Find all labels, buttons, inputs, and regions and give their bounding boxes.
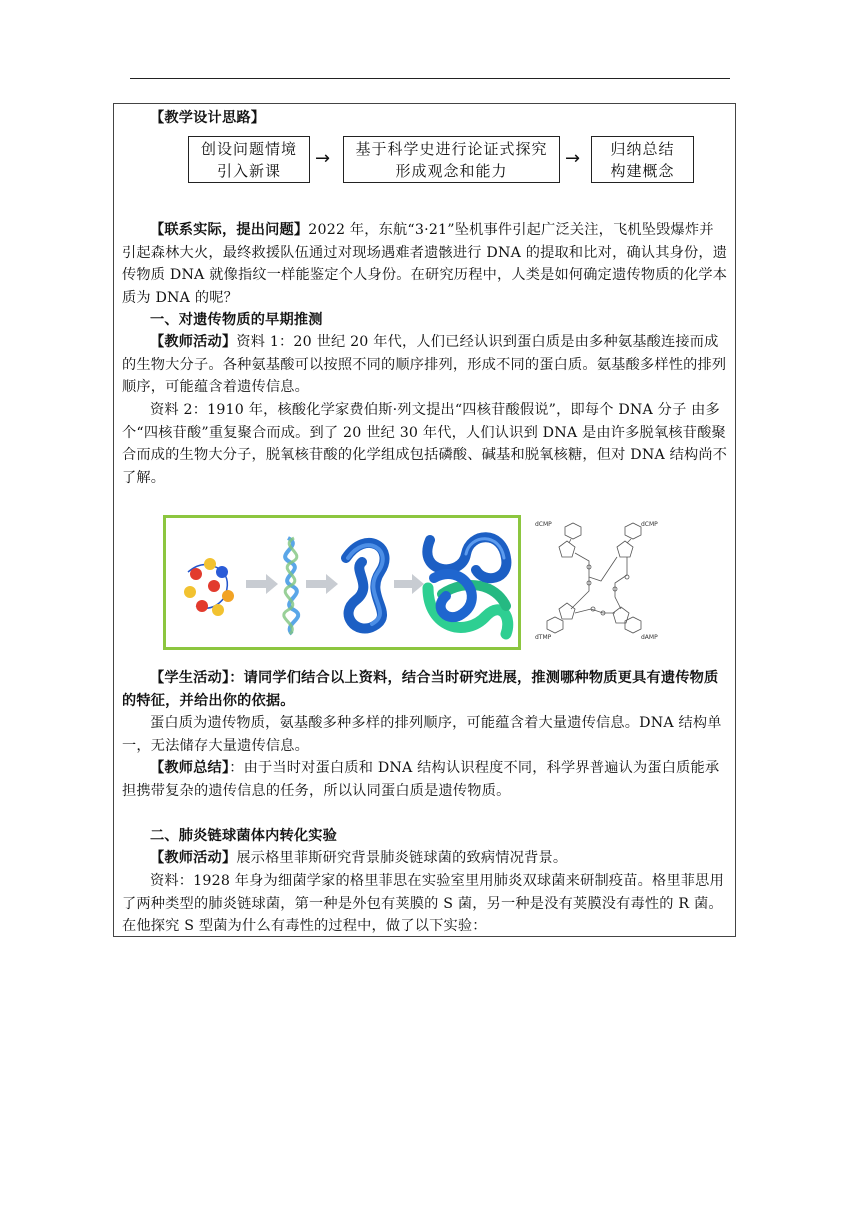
teacher-summary-paragraph xyxy=(122,757,728,802)
teacher-summary-body: ：由于当时对蛋白质和 DNA 结构认识程度不同，科学界普遍认为蛋白质能承担携带复杂的遗传信息的任务，所以认同蛋白质是遗传物质。 xyxy=(122,760,720,799)
flow-arrow-icon: → xyxy=(565,148,581,169)
flow-step-1 xyxy=(188,136,310,183)
tertiary-structure xyxy=(346,543,385,629)
amino-acid-chain xyxy=(184,558,234,616)
material2-paragraph: 资料 2：1910 年，核酸化学家费伯斯·列文提出“四核苷酸假说”，即每个 DNA 分子 由多个“四核苷酸”重复聚合而成。到了 20 世纪 30 年代，人们认识到 DNA 是由许多脱氧核苷酸聚合而成的生物大分子，脱氧核苷酸的化学组成包括磷酸、碱基和脱氧核糖，但对 DNA 结构尚不了解。 xyxy=(122,402,728,486)
flow-arrow-icon: → xyxy=(315,148,331,169)
flow-step-3 xyxy=(591,136,694,183)
nucleotide-structure-diagram xyxy=(531,517,673,648)
flow-step-3-line1: 归纳总结 xyxy=(610,139,675,158)
label-damp: dAMP xyxy=(641,634,658,641)
quaternary-structure xyxy=(427,537,507,634)
label-dcmp-2: dCMP xyxy=(641,521,658,528)
flow-step-2-line1: 基于科学史进行论证式探究 xyxy=(355,139,548,158)
protein-structure-illustration xyxy=(166,518,518,647)
section2-material-paragraph: 资料：1928 年身为细菌学家的格里菲思在实验室里用肺炎双球菌来研制疫苗。格里菲思用了两种类型的肺炎链球菌，第一种是外包有荚膜的 S 菌，另一种是没有荚膜没有毒性的 R 菌。在他探究 S 型菌为什么有毒性的过程中，做了以下实验： xyxy=(122,873,724,934)
intro-paragraph xyxy=(122,219,728,309)
arrow-icon xyxy=(246,574,278,594)
material1-text: 资料 1：20 世纪 20 年代，人们已经认识到蛋白质是由多种氨基酸连接而成的生物大分子。各种氨基酸可以按照不同的顺序排列，形成不同的蛋白质。氨基酸多样性的排列顺序，可能蕴含着遗传信息。 xyxy=(122,334,727,395)
protein-structure-figure xyxy=(163,515,521,650)
flow-step-2 xyxy=(343,136,560,183)
teacher-activity-label: 【教师活动】 xyxy=(150,334,237,350)
section2-teacher-body: 展示格里菲斯研究背景肺炎链球菌的致病情况背景。 xyxy=(236,850,568,866)
section2-teacher-label: 【教师活动】 xyxy=(150,850,237,866)
material1-paragraph xyxy=(122,331,728,399)
section2-teacher-paragraph xyxy=(122,847,728,870)
alpha-helix xyxy=(284,538,298,634)
intro-label: 【联系实际，提出问题】 xyxy=(150,222,309,238)
student-activity-paragraph xyxy=(122,667,728,712)
flow-step-3-line2: 构建概念 xyxy=(610,161,675,180)
dna-chemical-structure-figure xyxy=(531,517,673,648)
flow-step-1-line1: 创设问题情境 xyxy=(200,139,297,158)
page-header-rule xyxy=(130,78,730,79)
intro-body: 2022 年，东航“3·21”坠机事件引起广泛关注，飞机坠毁爆炸并引起森林大火，最终救援队伍通过对现场遇难者遗骸进行 DNA 的提取和比对，确认其身份，遗传物质 DNA 就像指纹一样能鉴定个人身份。在研究历程中，人类是如何确定遗传物质的化学本质为 DNA 的呢？ xyxy=(122,222,728,306)
teacher-summary-label: 【教师总结】 xyxy=(150,760,230,776)
label-dtmp: dTMP xyxy=(535,634,552,641)
design-heading: 【教学设计思路】 xyxy=(150,110,266,126)
flow-step-2-line2: 形成观念和能力 xyxy=(395,161,508,180)
section2-title: 二、肺炎链球菌体内转化实验 xyxy=(150,828,338,844)
label-dcmp-1: dCMP xyxy=(535,521,552,528)
flow-step-1-line2: 引入新课 xyxy=(216,161,281,180)
student-activity-prompt: ：请同学们结合以上资料，结合当时研究进展，推测哪种物质更具有遗传物质的特征，并给出你的依据。 xyxy=(122,670,719,709)
student-activity-label: 【学生活动】 xyxy=(150,670,230,686)
arrow-icon xyxy=(306,574,338,594)
section1-title: 一、对遗传物质的早期推测 xyxy=(150,312,323,328)
student-answer-paragraph: 蛋白质为遗传物质，氨基酸多种多样的排列顺序，可能蕴含着大量遗传信息。DNA 结构单一，无法储存大量遗传信息。 xyxy=(122,715,722,754)
arrow-icon xyxy=(394,574,424,594)
